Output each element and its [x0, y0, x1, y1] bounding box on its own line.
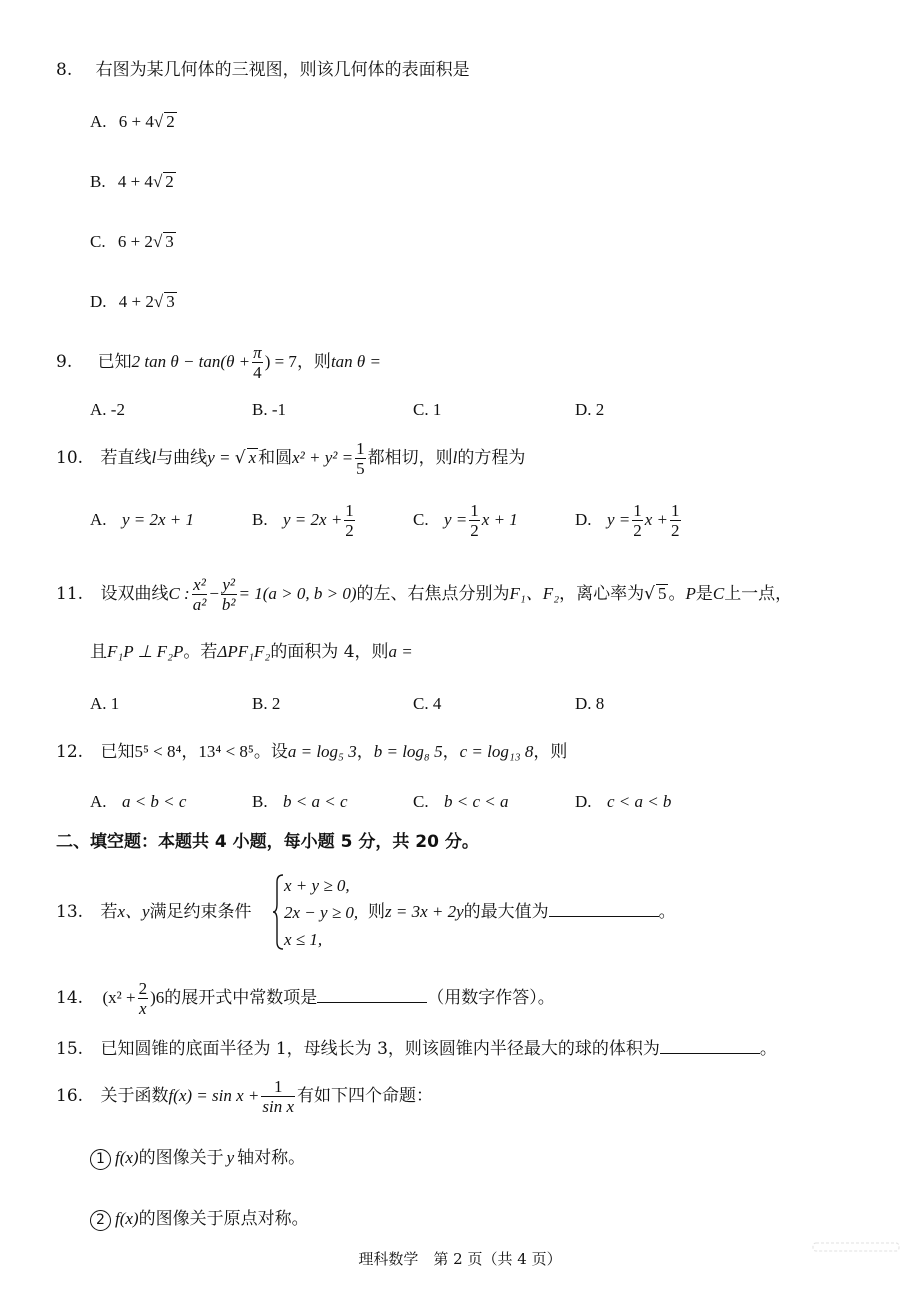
q12-expr: b = log₈ 5 — [373, 742, 443, 761]
proposition-expr: y — [226, 1148, 235, 1167]
option-expr: y = — [444, 510, 468, 529]
q16-number: 16. — [56, 1086, 84, 1106]
q11-number: 11. — [56, 584, 84, 604]
fraction-numerator: x² — [193, 575, 206, 594]
q14-text: （用数字作答）。 — [427, 988, 555, 1008]
proposition-expr: f(x) — [115, 1209, 139, 1228]
option-expr: a < b < c — [121, 792, 187, 811]
q14-text: 的展开式中常数项是 — [164, 988, 318, 1008]
q8-number: 8. — [56, 60, 73, 80]
q12-text: 已知 — [100, 742, 135, 762]
option-expr: y = — [606, 510, 631, 529]
q12-number: 12. — [56, 742, 84, 762]
q16-text: 有如下四个命题： — [297, 1086, 434, 1106]
page-footer: 理科数学 第 2 页（共 4 页） — [358, 1250, 562, 1268]
q8-text: 右图为某几何体的三视图，则该几何体的表面积是 — [95, 60, 470, 80]
line-symbol: l — [452, 448, 458, 467]
q10-text: 的方程为 — [457, 448, 526, 468]
q12-option-b — [252, 790, 348, 814]
q11-expr: C : — [168, 584, 190, 603]
q13-text: 的最大值为 — [463, 902, 549, 922]
q9-expr: ) = 7 — [264, 352, 297, 371]
q9-text: ，则 — [296, 352, 331, 372]
q11-expr: F₁、F₂ — [509, 584, 560, 603]
fraction-denominator: 2 — [470, 521, 479, 540]
q14-expr: )6 — [150, 988, 165, 1007]
q16-fraction — [261, 1077, 295, 1116]
circled-number-icon: 2 — [90, 1210, 111, 1231]
q12-text: 。设 — [253, 742, 288, 762]
proposition-expr: f(x) — [115, 1148, 139, 1167]
option-expr: c < a < b — [606, 792, 672, 811]
q12-option-a — [90, 790, 186, 814]
q11-text: 设双曲线 — [100, 584, 169, 604]
option-fraction — [344, 501, 355, 540]
option-label: D. — [90, 292, 107, 311]
option-expr: 4 + 4 — [117, 172, 153, 191]
q8-option-b: B. 4 + 4√ 2 — [90, 172, 174, 191]
q13-text: 满足约束条件 — [149, 902, 252, 922]
q16-expr: f(x) = sin x + — [168, 1086, 260, 1105]
fraction-numerator: π — [253, 343, 262, 362]
q10-expr: y = — [207, 448, 235, 467]
q10-option-a — [90, 498, 194, 542]
q10-stem: 10. 若直线l与曲线y = √ x 和圆x² + y² = $\frac{1}{5}$ 都相切，则l的方程为 — [56, 439, 526, 478]
q11-text: 且 — [90, 642, 107, 662]
q9-expr: 2 tan θ − tan(θ + — [131, 352, 251, 371]
q8-option-c: C. 6 + 2√ 3 — [90, 232, 174, 251]
q12-stem — [56, 740, 567, 764]
q11-option-b: B. 2 — [252, 694, 281, 713]
fraction-denominator: 4 — [253, 363, 262, 382]
q11-expr: C — [712, 584, 725, 603]
q11-expr: P — [685, 584, 696, 603]
option-expr: 6 + 2 — [117, 232, 153, 251]
q15-text: 。 — [759, 1039, 777, 1059]
option-label: A. — [90, 112, 107, 131]
fraction-numerator: y² — [222, 575, 236, 594]
q10-option-b — [252, 498, 357, 542]
q13-number: 13. — [56, 902, 84, 922]
q16-stem — [56, 1074, 433, 1118]
fraction-denominator: 2 — [633, 521, 642, 540]
q16-proposition-1 — [90, 1146, 305, 1170]
option-label: B. — [90, 172, 106, 191]
option-fraction — [469, 501, 480, 540]
q14-fraction — [138, 979, 149, 1018]
q11-text: 上一点， — [724, 584, 793, 604]
option-expr: b < c < a — [444, 792, 509, 811]
fraction-numerator: 1 — [345, 501, 354, 520]
fraction-denominator: 2 — [671, 521, 680, 540]
fraction-numerator: 1 — [356, 439, 365, 458]
q13-stem-left — [56, 900, 252, 924]
constraint-system — [284, 872, 358, 953]
q13-text: 若 — [100, 902, 118, 922]
option-label: A. — [90, 510, 107, 529]
q10-option-c — [413, 498, 518, 542]
fraction-numerator: 1 — [671, 501, 680, 520]
fraction-numerator: 2 — [138, 979, 148, 998]
answer-blank — [660, 1037, 760, 1054]
fraction-numerator: 1 — [633, 501, 642, 520]
q11-text: 是 — [695, 584, 713, 604]
radicand: x — [248, 448, 257, 467]
circled-number-icon: 1 — [90, 1149, 111, 1170]
q10-number: 10. — [56, 448, 84, 468]
q8-option-d: D. 4 + 2√ 3 — [90, 292, 175, 311]
option-expr: y = 2x + — [283, 510, 343, 529]
q11-expr: a = — [388, 642, 413, 661]
fraction-numerator: 1 — [470, 501, 479, 520]
q12-text: ， — [181, 742, 199, 762]
q14-expr: (x² + — [102, 988, 136, 1007]
section-heading: 二、填空题：本题共 4 小题，每小题 5 分，共 20 分。 — [56, 832, 479, 852]
option-label: D. — [575, 792, 592, 811]
option-label: B. — [252, 792, 268, 811]
q10-fraction — [355, 439, 366, 478]
q11-option-d: D. 8 — [575, 694, 605, 713]
option-expr: x + 1 — [481, 510, 518, 529]
option-label: C. — [90, 232, 106, 251]
q11-fraction — [192, 575, 208, 614]
option-label: D. — [575, 510, 592, 529]
q10-text: 若直线 — [100, 448, 152, 468]
q9-fraction — [252, 343, 263, 382]
q11-option-a: A. 1 — [90, 694, 120, 713]
q11-expr: ΔPF₁F₂ — [217, 642, 271, 661]
q12-expr: 5⁵ < 8⁴ — [134, 742, 182, 761]
fraction-numerator: 1 — [261, 1077, 295, 1097]
q11-expr: F₁P ⊥ F₂P — [107, 642, 184, 661]
q12-text: ， — [356, 742, 374, 762]
constraint-3: x ≤ 1, — [284, 930, 323, 949]
q10-text: 都相切，则 — [367, 448, 453, 468]
q13-expr: x、y — [117, 902, 150, 921]
option-fraction — [632, 501, 643, 540]
option-expr: 4 + 2 — [118, 292, 154, 311]
line-symbol: l — [151, 448, 157, 467]
q13-text: 则 — [368, 902, 385, 922]
constraint-2: 2x − y ≥ 0, — [284, 903, 359, 922]
option-expr: 6 + 4 — [118, 112, 154, 131]
option-expr: y = 2x + 1 — [121, 510, 194, 529]
option-fraction — [670, 501, 681, 540]
q10-expr: x² + y² = — [292, 448, 354, 467]
q11-stem-line2 — [90, 640, 413, 664]
q11-expr: = 1(a > 0, b > 0) — [238, 584, 357, 603]
q13-expr: z = 3x + 2y — [385, 902, 464, 921]
q9-option-a: A. -2 — [90, 400, 125, 419]
fraction-denominator: 5 — [356, 459, 365, 478]
q9-expr: tan θ = — [330, 352, 381, 371]
q15-number: 15. — [56, 1039, 84, 1059]
q11-text: ，离心率为 — [559, 584, 645, 604]
constraint-brace — [272, 874, 284, 950]
q8-stem — [56, 58, 470, 82]
option-expr: b < a < c — [283, 792, 348, 811]
q12-text: ， — [442, 742, 460, 762]
q11-text: 的面积为 4，则 — [270, 642, 389, 662]
radicand: 5 — [657, 584, 667, 603]
q12-option-d — [575, 790, 671, 814]
q12-expr: a = log₅ 3 — [287, 742, 357, 761]
q11-text: 。 — [668, 584, 686, 604]
q11-text: 的左、右焦点分别为 — [356, 584, 510, 604]
radicand: 2 — [166, 112, 175, 131]
q11-fraction — [221, 575, 237, 614]
constraint-1: x + y ≥ 0, — [284, 876, 350, 895]
q9-option-b: B. -1 — [252, 400, 286, 419]
q14-number: 14. — [56, 988, 84, 1008]
q10-text: 与曲线 — [156, 448, 208, 468]
q13-text: 。 — [658, 902, 676, 922]
answer-blank — [317, 986, 427, 1003]
q13-stem-right — [368, 900, 676, 924]
fraction-denominator: x — [139, 999, 147, 1018]
q9-stem — [56, 340, 381, 384]
proposition-text: 的图像关于原点对称。 — [138, 1209, 309, 1229]
answer-blank — [549, 900, 659, 917]
q11-option-c: C. 4 — [413, 694, 442, 713]
q8-option-a: A. 6 + 4√ 2 — [90, 112, 175, 131]
proposition-text: 的图像关于 — [138, 1148, 224, 1168]
q9-option-c: C. 1 — [413, 400, 442, 419]
q16-proposition-2 — [90, 1207, 309, 1231]
option-label: C. — [413, 510, 429, 529]
fraction-denominator: sin x — [262, 1097, 295, 1116]
q9-option-d: D. 2 — [575, 400, 605, 419]
option-expr: x + — [644, 510, 668, 529]
q16-text: 关于函数 — [100, 1086, 169, 1106]
q11-expr: − — [209, 584, 219, 603]
q10-text: 和圆 — [258, 448, 293, 468]
q12-expr: c = log₁₃ 8 — [459, 742, 534, 761]
option-label: A. — [90, 792, 107, 811]
radicand: 3 — [166, 292, 175, 311]
q9-number: 9. — [56, 352, 73, 372]
q10-option-d — [575, 498, 683, 542]
q12-expr: 13⁴ < 8⁵ — [198, 742, 254, 761]
fraction-denominator: a² — [192, 595, 207, 614]
q15-stem — [56, 1037, 777, 1061]
proposition-text: 轴对称。 — [237, 1148, 306, 1168]
option-label: C. — [413, 792, 429, 811]
watermark-icon — [812, 1240, 900, 1254]
radicand: 3 — [165, 232, 174, 251]
q14-stem — [56, 976, 555, 1020]
radicand: 2 — [165, 172, 174, 191]
fraction-denominator: 2 — [345, 521, 354, 540]
option-label: B. — [252, 510, 268, 529]
q15-text: 已知圆锥的底面半径为 1，母线长为 3，则该圆锥内半径最大的球的体积为 — [100, 1039, 660, 1059]
fraction-denominator: b² — [221, 595, 236, 614]
q11-stem: 11. 设双曲线C : $\frac{\text{x²}}{\text{a²}}$ − $\frac{\text{y²}}{\text{b²}}$ = 1(a > 0, b > 0)的左、右焦点分别为F₁、F₂，离心率为√ 5 。P是C上一点， — [56, 575, 793, 614]
q12-text: ，则 — [533, 742, 568, 762]
q11-text: 。若 — [183, 642, 218, 662]
q12-option-c — [413, 790, 509, 814]
q9-text: 已知 — [97, 352, 132, 372]
